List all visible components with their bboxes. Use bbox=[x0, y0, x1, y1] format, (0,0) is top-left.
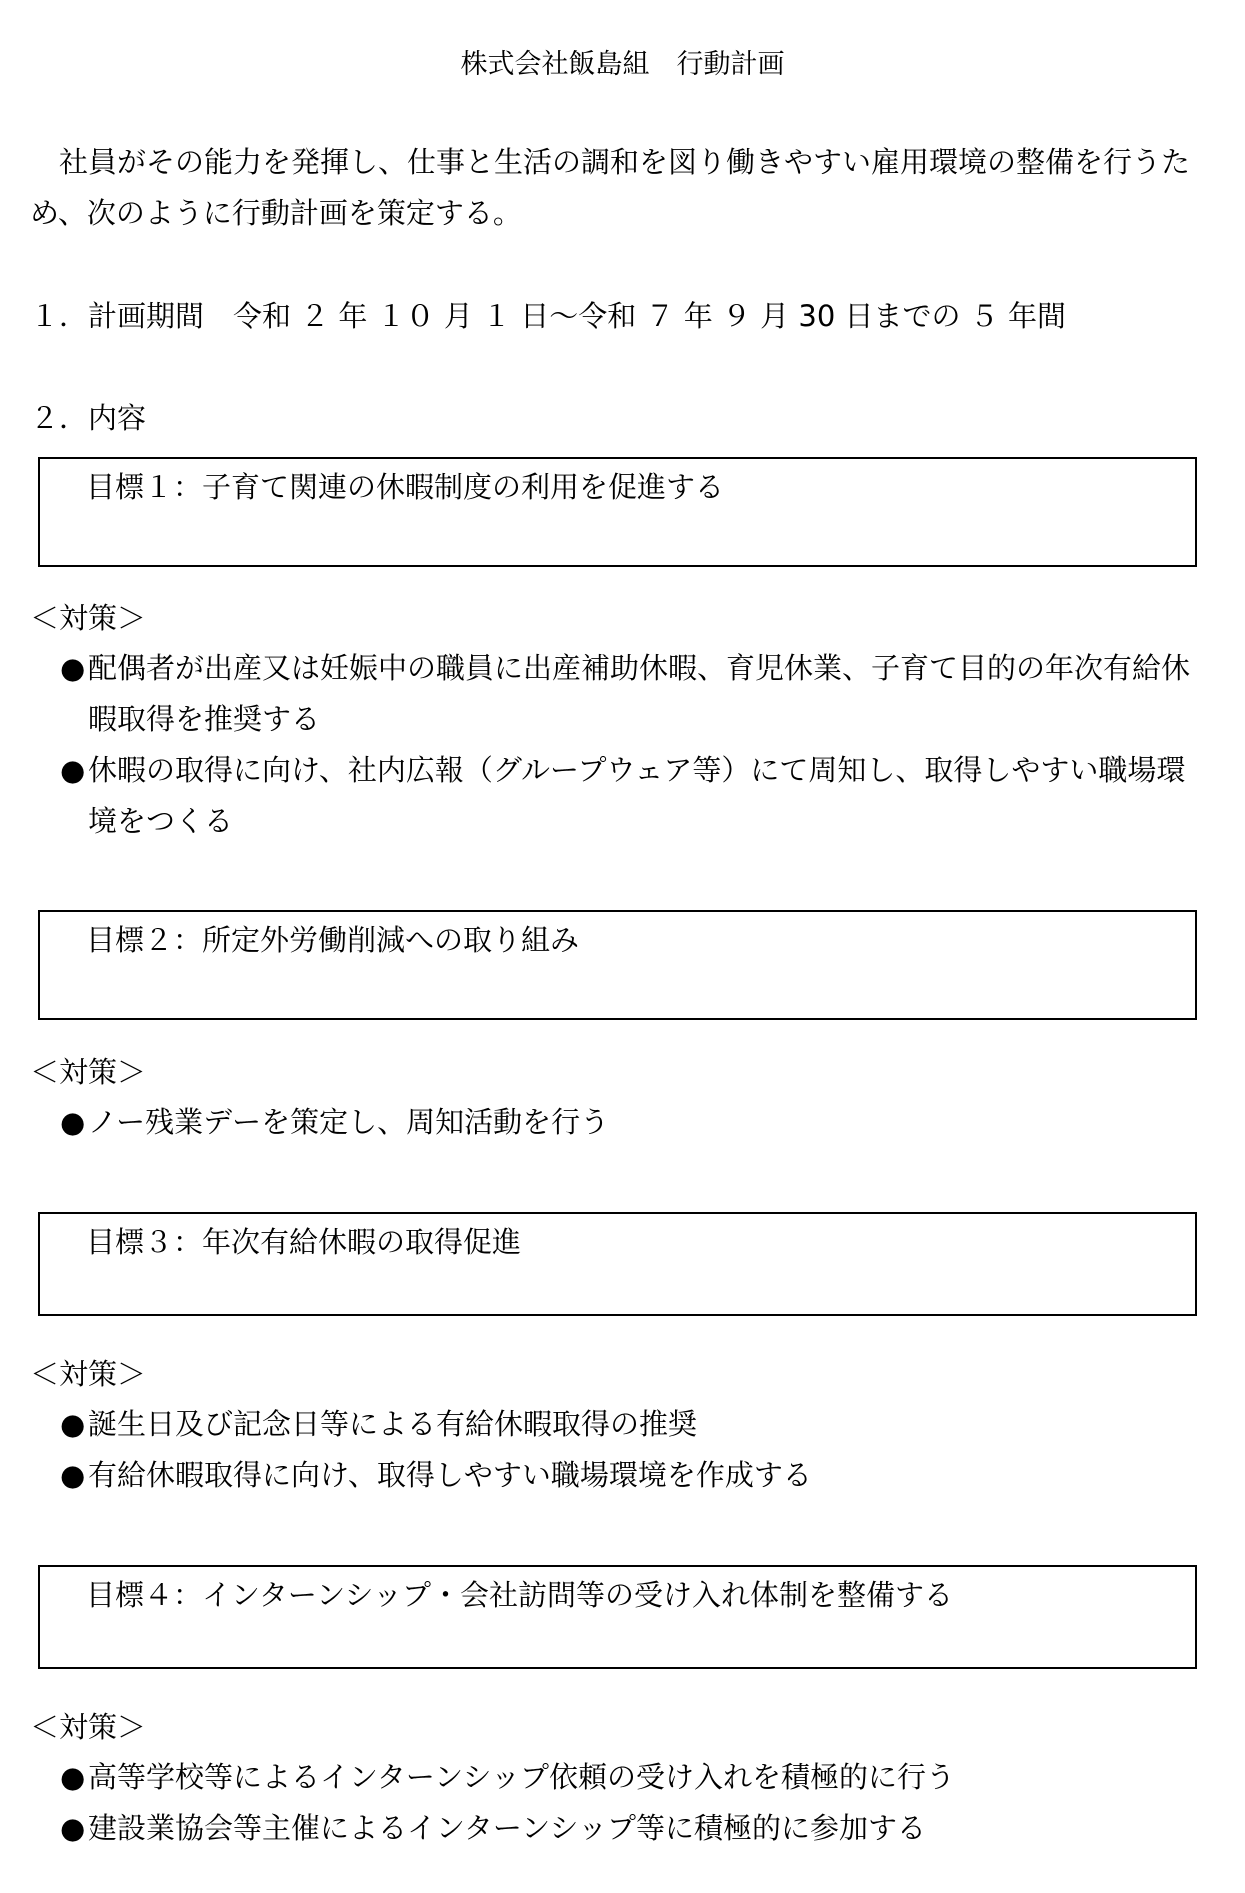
bullet-mark: ● bbox=[60, 1458, 86, 1492]
intro-line-2: め、次のように行動計画を策定する。 bbox=[30, 196, 522, 230]
bullet-mark: ● bbox=[60, 1105, 86, 1139]
measures-label-1: ＜対策＞ bbox=[30, 601, 147, 635]
measures-label-3: ＜対策＞ bbox=[30, 1357, 147, 1391]
goal-label-2: 目標２：所定外労働削減への取り組み bbox=[86, 923, 580, 957]
measures-label-4: ＜対策＞ bbox=[30, 1710, 147, 1744]
measure-4-1 bbox=[60, 1759, 955, 1795]
measure-text: 有給休暇取得に向け、取得しやすい職場環境を作成する bbox=[88, 1458, 812, 1492]
measures-label-2: ＜対策＞ bbox=[30, 1055, 147, 1089]
measure-text: 建設業協会等主催によるインターンシップ等に積極的に参加する bbox=[88, 1811, 926, 1845]
bullet-mark: ● bbox=[60, 651, 86, 685]
goal-label-4: 目標４：インターンシップ・会社訪問等の受け入れ体制を整備する bbox=[86, 1578, 953, 1612]
measure-4-2 bbox=[60, 1810, 926, 1846]
intro-line-1: 社員がその能力を発揮し、仕事と生活の調和を図り働きやすい雇用環境の整備を行うた bbox=[30, 145, 1191, 179]
measure-text: ノー残業デーを策定し、周知活動を行う bbox=[88, 1105, 610, 1139]
measure-text: 誕生日及び記念日等による有給休暇取得の推奨 bbox=[88, 1407, 698, 1441]
measure-text: 高等学校等によるインターンシップ依頼の受け入れを積極的に行う bbox=[88, 1760, 955, 1794]
content-heading: ２．内容 bbox=[30, 401, 147, 435]
goal-box-3 bbox=[38, 1212, 1197, 1316]
measure-1-2 bbox=[60, 752, 1185, 788]
bullet-mark: ● bbox=[60, 1811, 86, 1845]
measure-text: 配偶者が出産又は妊娠中の職員に出産補助休暇、育児休業、子育て目的の年次有給休 bbox=[88, 651, 1191, 685]
goal-box-2 bbox=[38, 910, 1197, 1020]
measure-3-1 bbox=[60, 1406, 697, 1442]
document-title: 株式会社飯島組 行動計画 bbox=[460, 49, 785, 80]
measure-3-2 bbox=[60, 1457, 812, 1493]
measure-1-1 bbox=[60, 650, 1190, 686]
bullet-mark: ● bbox=[60, 1407, 86, 1441]
bullet-mark: ● bbox=[60, 1760, 86, 1794]
plan-period: １．計画期間 令和 ２ 年 １０ 月 １ 日～令和 ７ 年 ９ 月 30 日までの ５ 年間 bbox=[30, 299, 1066, 333]
measure-1-1-cont: 暇取得を推奨する bbox=[88, 702, 321, 736]
measure-2-1 bbox=[60, 1104, 609, 1140]
goal-box-4 bbox=[38, 1565, 1197, 1669]
goal-label-1: 目標１：子育て関連の休暇制度の利用を促進する bbox=[86, 470, 725, 504]
measure-1-2-cont: 境をつくる bbox=[88, 804, 234, 838]
measure-text: 休暇の取得に向け、社内広報（グループウェア等）にて周知し、取得しやすい職場環 bbox=[88, 753, 1186, 787]
goal-box-1 bbox=[38, 457, 1197, 567]
bullet-mark: ● bbox=[60, 753, 86, 787]
goal-label-3: 目標３：年次有給休暇の取得促進 bbox=[86, 1225, 522, 1259]
